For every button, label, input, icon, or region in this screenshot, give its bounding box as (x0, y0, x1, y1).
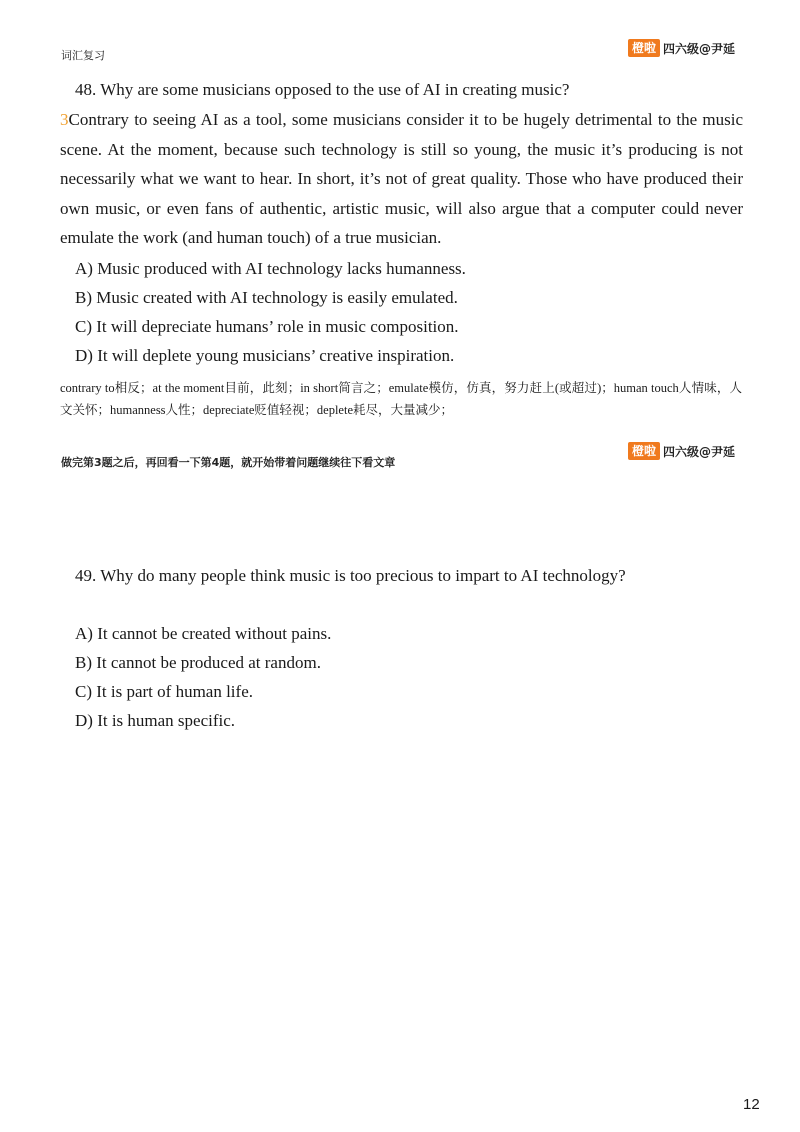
q48-option-c: C) It will depreciate humans’ role in music composition. (75, 317, 459, 336)
logo-brand-2: 橙啦 (628, 442, 660, 460)
question-49-title: 49. Why do many people think music is too precious to impart to AI technology? (75, 566, 626, 585)
passage-text: Contrary to seeing AI as a tool, some musicians consider it to be hugely detrimental to the music scene. At the moment, because such technology is still so young, the music it’s producing is not necessarily what we want to hear. In short, it’s not of great quality. Those who have produced their own music, or even fans of authentic, artistic music, will also argue that a computer could never emulate the work (and human touch) of a true musician. (60, 110, 743, 247)
vocabulary-notes: contrary to相反；at the moment目前，此刻；in short简言之；emulate模仿，仿真，努力赶上(或超过)；human touch人情味，人文关怀；humanness人性；depreciate贬值轻视；deplete耗尽，大量减少； (60, 381, 742, 417)
logo-brand: 橙啦 (628, 39, 660, 57)
q49-option-b: B) It cannot be produced at random. (75, 653, 321, 672)
q49-option-c: C) It is part of human life. (75, 682, 253, 701)
logo-text-2: 四六级@尹延 (663, 444, 736, 459)
question-48-passage (60, 105, 743, 253)
section-label: 词汇复习 (61, 49, 105, 62)
q48-option-b: B) Music created with AI technology is easily emulated. (75, 288, 458, 307)
question-48-title: 48. Why are some musicians opposed to the use of AI in creating music? (75, 80, 570, 99)
page-number: 12 (743, 1096, 760, 1113)
brand-logo (628, 38, 735, 58)
q49-option-a: A) It cannot be created without pains. (75, 624, 332, 643)
paragraph-number: 3 (60, 110, 69, 129)
q48-option-a: A) Music produced with AI technology lacks humanness. (75, 259, 466, 278)
instruction-text: 做完第3题之后，再回看一下第4题，就开始带着问题继续往下看文章 (61, 456, 396, 469)
logo-text: 四六级@尹延 (663, 41, 736, 56)
q48-option-d: D) It will deplete young musicians’ creative inspiration. (75, 346, 455, 365)
brand-logo-2 (628, 441, 735, 461)
q49-option-d: D) It is human specific. (75, 711, 236, 730)
